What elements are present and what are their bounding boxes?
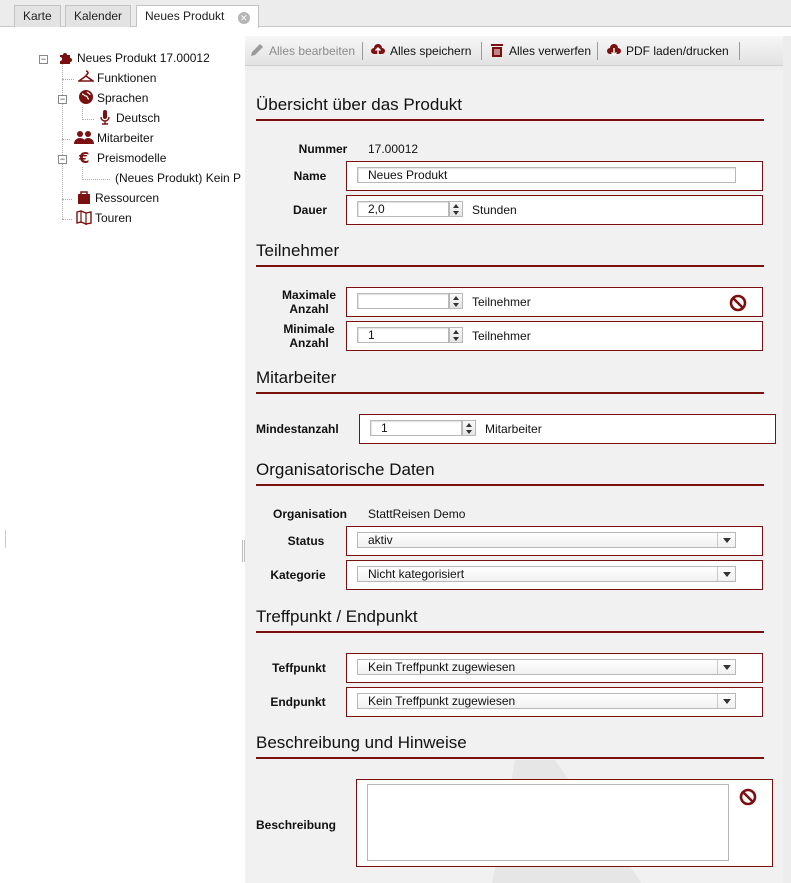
tree-label: Preismodelle	[97, 151, 167, 165]
mindestanzahl-field-box	[359, 414, 776, 444]
tab-label: Neues Produkt	[145, 9, 225, 23]
min-anzahl-field-box	[346, 321, 763, 351]
beschreibung-field-box	[356, 779, 773, 867]
tree-connector	[62, 219, 72, 220]
tree-label: Mitarbeiter	[97, 131, 154, 145]
tree-label: (Neues Produkt) Kein P	[115, 171, 242, 185]
cloud-download-icon	[606, 42, 622, 58]
hanger-icon	[78, 69, 94, 85]
form-content	[245, 70, 783, 883]
microphone-icon	[97, 109, 113, 125]
product-detail-panel	[245, 36, 791, 883]
pencil-icon	[249, 42, 265, 58]
tree-connector	[82, 179, 110, 180]
dauer-label: Dauer	[292, 203, 327, 217]
tree-item-deutsch[interactable]	[97, 109, 160, 127]
toolbar	[245, 36, 783, 66]
beschreibung-label: Beschreibung	[256, 818, 337, 832]
tree-item-funktionen[interactable]	[78, 69, 156, 87]
button-label: Alles bearbeiten	[269, 44, 356, 58]
globe-icon	[78, 89, 94, 105]
section-title-overview: Übersicht über das Produkt	[256, 94, 764, 121]
tree-item-root[interactable]	[58, 49, 210, 67]
clear-value-icon[interactable]	[739, 788, 757, 806]
dauer-input[interactable]	[357, 201, 449, 217]
name-label: Name	[293, 169, 327, 183]
tree-item-mitarbeiter[interactable]	[74, 129, 154, 147]
endpunkt-field-box	[346, 687, 763, 717]
min-anzahl-label: Minimale Anzahl	[283, 322, 335, 350]
min-anzahl-unit: Teilnehmer	[472, 329, 531, 343]
stepper-arrows-icon[interactable]	[449, 327, 463, 343]
organisation-label: Organisation	[272, 507, 347, 521]
tree-connector	[62, 79, 74, 80]
beschreibung-textarea[interactable]	[367, 784, 729, 861]
treffpunkt-select[interactable]	[357, 659, 736, 675]
status-label: Status	[287, 534, 325, 548]
section-title-org: Organisatorische Daten	[256, 459, 764, 486]
collapse-icon[interactable]: −	[59, 154, 66, 164]
kategorie-label: Kategorie	[270, 568, 326, 582]
product-tree	[0, 27, 244, 883]
button-label: Alles verwerfen	[509, 44, 592, 58]
section-title-mitarbeiter: Mitarbeiter	[256, 367, 764, 394]
toolbar-divider	[739, 42, 740, 60]
tab-karte[interactable]	[14, 5, 61, 27]
map-icon	[76, 209, 92, 225]
min-anzahl-stepper[interactable]	[357, 327, 465, 343]
max-anzahl-stepper[interactable]	[357, 293, 465, 309]
nummer-label: Nummer	[298, 142, 348, 156]
select-value: Kein Treffpunkt zugewiesen	[368, 694, 516, 708]
treffpunkt-field-box	[346, 653, 763, 683]
tree-label: Funktionen	[97, 71, 157, 85]
max-anzahl-field-box	[346, 287, 763, 317]
tree-connector	[62, 139, 70, 140]
select-value: Kein Treffpunkt zugewiesen	[368, 660, 516, 674]
tab-kalender[interactable]	[65, 5, 131, 27]
svg-text:€: €	[79, 149, 90, 165]
section-title-teilnehmer: Teilnehmer	[256, 240, 764, 267]
euro-icon	[78, 149, 94, 165]
mindestanzahl-unit: Mitarbeiter	[485, 422, 542, 436]
tree-item-sprachen[interactable]	[78, 89, 148, 107]
toolbar-divider	[597, 42, 598, 60]
status-field-box	[346, 526, 763, 556]
collapse-icon[interactable]: −	[59, 94, 66, 104]
clear-value-icon[interactable]	[729, 294, 747, 312]
tree-connector	[82, 119, 94, 120]
tree-label: Sprachen	[97, 91, 149, 105]
tab-neues-produkt[interactable]	[136, 5, 259, 28]
min-anzahl-input[interactable]	[357, 327, 449, 343]
treffpunkt-label: Teffpunkt	[272, 661, 326, 675]
max-anzahl-input[interactable]	[357, 293, 449, 309]
status-select[interactable]	[357, 532, 736, 548]
tab-label: Karte	[23, 9, 52, 23]
kategorie-select[interactable]	[357, 566, 736, 582]
edit-all-button[interactable]	[249, 40, 355, 62]
tab-label: Kalender	[74, 9, 123, 23]
toolbar-divider	[481, 42, 482, 60]
stepper-arrows-icon[interactable]	[449, 293, 463, 309]
people-icon	[74, 129, 94, 145]
dauer-stepper[interactable]	[357, 201, 465, 217]
max-anzahl-unit: Teilnehmer	[472, 295, 531, 309]
kategorie-field-box	[346, 560, 763, 590]
tree-label: Touren	[95, 211, 132, 225]
save-all-button[interactable]	[370, 40, 471, 62]
endpunkt-select[interactable]	[357, 693, 736, 709]
collapse-icon[interactable]: −	[40, 54, 47, 64]
section-title-beschreibung: Beschreibung und Hinweise	[256, 732, 764, 759]
nummer-value: 17.00012	[368, 142, 419, 156]
tree-item-preismodelle[interactable]	[78, 149, 166, 167]
dauer-unit: Stunden	[472, 203, 517, 217]
button-label: Alles speichern	[390, 44, 472, 58]
tree-item-touren[interactable]	[76, 209, 132, 227]
dauer-field-box	[346, 195, 763, 225]
mindestanzahl-label: Mindestanzahl	[256, 422, 339, 436]
toolbar-divider	[362, 42, 363, 60]
close-tab-icon[interactable]: ✕	[238, 12, 250, 24]
tree-label: Neues Produkt 17.00012	[77, 51, 210, 65]
section-title-treffpunkt: Treffpunkt / Endpunkt	[256, 606, 764, 633]
stepper-arrows-icon[interactable]	[462, 420, 476, 436]
edge-handle	[5, 530, 7, 548]
chevron-down-icon[interactable]	[717, 567, 735, 581]
mindestanzahl-stepper[interactable]	[370, 420, 478, 436]
name-input[interactable]	[357, 167, 736, 183]
stepper-arrows-icon[interactable]	[449, 201, 463, 217]
tree-label: Deutsch	[116, 111, 161, 125]
discard-all-button[interactable]	[489, 40, 591, 62]
select-value: aktiv	[368, 533, 393, 547]
tab-bar	[0, 0, 791, 27]
bag-icon	[76, 189, 92, 205]
tree-item-ressourcen[interactable]	[76, 189, 159, 207]
tree-connector	[62, 199, 72, 200]
name-field-box	[346, 161, 763, 191]
pdf-print-button[interactable]	[606, 40, 729, 62]
tree-connector	[62, 64, 63, 219]
select-value: Nicht kategorisiert	[368, 567, 465, 581]
tree-label: Ressourcen	[95, 191, 160, 205]
button-label: PDF laden/drucken	[626, 44, 729, 58]
organisation-value: StattReisen Demo	[368, 507, 466, 521]
endpunkt-label: Endpunkt	[270, 695, 326, 709]
puzzle-icon	[58, 49, 74, 65]
cloud-upload-icon	[370, 42, 386, 58]
tree-item-preismodell[interactable]	[115, 169, 241, 187]
max-anzahl-label: Maximale Anzahl	[281, 288, 337, 316]
chevron-down-icon[interactable]	[717, 533, 735, 547]
chevron-down-icon[interactable]	[717, 660, 735, 674]
chevron-down-icon[interactable]	[717, 694, 735, 708]
mindestanzahl-input[interactable]	[370, 420, 462, 436]
trash-icon	[489, 42, 505, 58]
